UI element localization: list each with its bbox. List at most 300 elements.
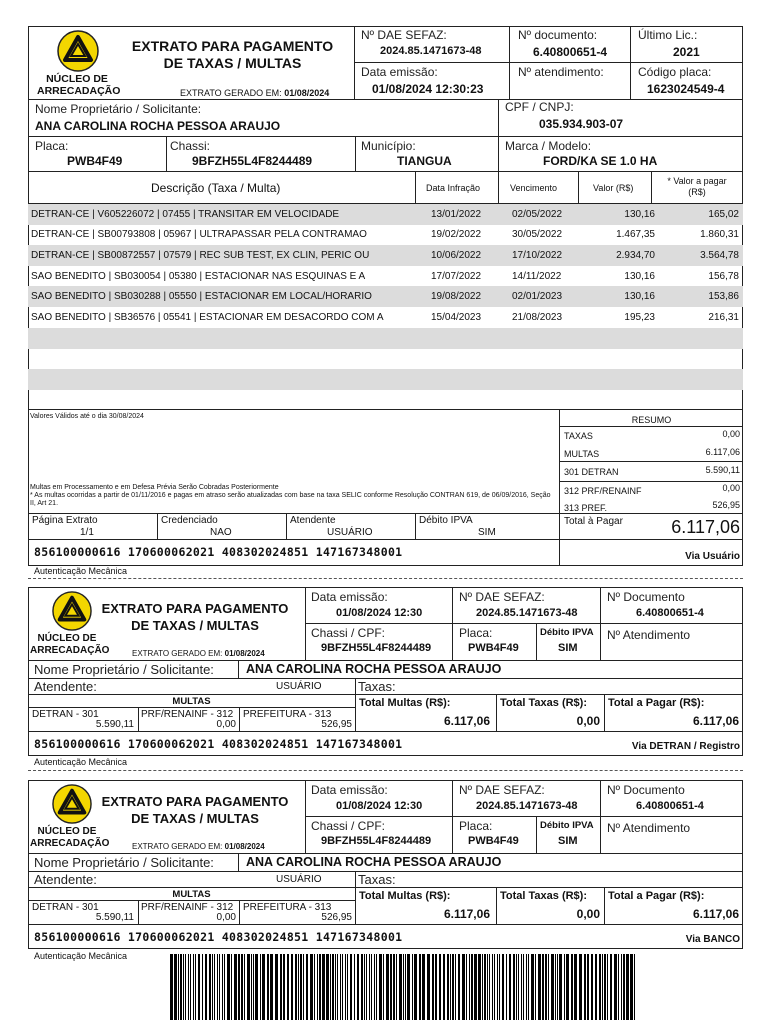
stub-total-taxas-value: 0,00: [576, 907, 600, 921]
barcode-bar: [347, 954, 348, 1020]
stub-doc-label: Nº Documento: [607, 590, 685, 604]
stub-doc-label: Nº Documento: [607, 783, 685, 797]
page-label: Página Extrato: [32, 515, 98, 526]
cut-line: [28, 770, 743, 771]
barcode-bar: [267, 954, 269, 1020]
barcode-bar: [548, 954, 549, 1020]
ipva-label: Débito IPVA: [419, 515, 473, 526]
table-row-empty: [28, 369, 743, 390]
table-row: [28, 204, 743, 225]
barcode-bar: [466, 954, 467, 1020]
auth-label: Autenticação Mecânica: [34, 951, 128, 961]
stub-total-taxas-label: Total Taxas (R$):: [500, 890, 587, 902]
ipva-value: SIM: [478, 527, 496, 538]
col-value-header: Valor (R$): [593, 183, 634, 193]
barcode-bar: [255, 954, 258, 1020]
barcode-bar: [482, 954, 483, 1020]
barcode-bar: [545, 954, 547, 1020]
stub-chassi-label: Chassi / CPF:: [311, 626, 386, 640]
logo-org-line2: ARRECADAÇÃO: [37, 85, 121, 97]
stub-total-multas-value: 6.117,06: [443, 907, 490, 921]
col-pay-header: [652, 176, 742, 198]
stub-attendant-value: USUÁRIO: [276, 874, 322, 885]
barcode-bar: [555, 954, 556, 1020]
stub-detran-value: 5.590,11: [95, 912, 134, 923]
barcode-bar: [219, 954, 220, 1020]
barcode-bar: [306, 954, 308, 1020]
logo-org-line1: NÚCLEO DE: [37, 826, 97, 837]
barcode-bar: [509, 954, 511, 1020]
barcode-bar: [551, 954, 554, 1020]
row-desc: SAO BENEDITO | SB030054 | 05380 | ESTACIONAR NAS ESQUINAS E A: [31, 271, 366, 282]
barcode-bar: [471, 954, 473, 1020]
plate-label: Placa:: [35, 139, 69, 153]
stub-total-pagar-value: 6.117,06: [692, 907, 739, 921]
credenciado-label: Credenciado: [161, 515, 218, 526]
barcode-bar: [345, 954, 346, 1020]
stub-dae-label: Nº DAE SEFAZ:: [459, 783, 545, 797]
barcode-bar: [599, 954, 601, 1020]
barcode-bar: [185, 954, 186, 1020]
digitable-line: 856100000616 170600062021 408302024851 147167348001: [34, 545, 403, 559]
barcode-bar: [435, 954, 437, 1020]
recycle-triangle-icon: [55, 30, 101, 72]
barcode-bar: [403, 954, 404, 1020]
auth-label: Autenticação Mecânica: [34, 757, 128, 767]
barcode-bar: [190, 954, 191, 1020]
barcode-bar: [447, 954, 449, 1020]
logo-org-line2: ARRECADAÇÃO: [30, 645, 110, 656]
barcode-bar: [234, 954, 237, 1020]
barcode-bar: [275, 954, 278, 1020]
via-label: Via Usuário: [685, 551, 740, 562]
stub-dae-label: Nº DAE SEFAZ:: [459, 590, 545, 604]
barcode-bar: [538, 954, 541, 1020]
barcode-bar: [340, 954, 341, 1020]
owner-value: ANA CAROLINA ROCHA PESSOA ARAUJO: [35, 119, 281, 133]
barcode-bar: [390, 954, 392, 1020]
stub-owner-label: Nome Proprietário / Solicitante:: [34, 662, 214, 677]
via-detran-label: Via DETRAN / Registro: [631, 741, 740, 752]
barcode-bar: [607, 954, 608, 1020]
stub-chassi-label: Chassi / CPF:: [311, 819, 386, 833]
barcode-bar: [618, 954, 619, 1020]
summary-pref-value: 526,95: [712, 500, 740, 510]
barcode-bar: [178, 954, 179, 1020]
barcode-bar: [188, 954, 189, 1020]
barcode-bar: [634, 954, 635, 1020]
barcode-bar: [198, 954, 200, 1020]
barcode-bar: [295, 954, 297, 1020]
row-date: 15/04/2023: [431, 312, 482, 323]
title-line1: EXTRATO PARA PAGAMENTO: [101, 601, 289, 616]
barcode-bar: [419, 954, 421, 1020]
summary-taxas-value: 0,00: [722, 429, 740, 439]
doc-value: 6.40800651-4: [533, 45, 608, 59]
attendant-value: USUÁRIO: [327, 527, 373, 538]
row-desc: SAO BENEDITO | SB36576 | 05541 | ESTACIONAR EM DESACORDO COM A: [31, 312, 384, 323]
total-label: Total à Pagar: [564, 516, 623, 527]
title-line2: DE TAXAS / MULTAS: [131, 618, 259, 633]
barcode-bar: [174, 954, 177, 1020]
stub3-generated: [132, 842, 265, 851]
stub-ipva-label: Débito IPVA: [540, 820, 594, 831]
barcode-bar: [626, 954, 629, 1020]
barcode-bar: [595, 954, 597, 1020]
stub-doc-value: 6.40800651-4: [636, 607, 704, 619]
title-line2: DE TAXAS / MULTAS: [131, 811, 259, 826]
stub-prf-value: 0,00: [216, 912, 236, 923]
valid-until-text: Valores Válidos até o dia 30/08/2024: [30, 413, 144, 420]
barcode-bar: [195, 954, 196, 1020]
stub-ipva-label: Débito IPVA: [540, 627, 594, 638]
stub-taxes-label: Taxas:: [358, 679, 396, 694]
summary-prf-value: 0,00: [722, 483, 740, 493]
summary-pref-label: 313 PREF.: [564, 503, 608, 513]
barcode-bar: [310, 954, 313, 1020]
barcode-bar: [422, 954, 425, 1020]
barcode-bar: [287, 954, 289, 1020]
emission-value: 01/08/2024 12:30:23: [372, 82, 484, 96]
barcode-bar: [180, 954, 182, 1020]
barcode-bar: [371, 954, 372, 1020]
row-due: 21/08/2023: [512, 312, 563, 323]
barcode-bar: [412, 954, 413, 1020]
barcode-bar: [497, 954, 498, 1020]
row-pay: 1.860,31: [700, 229, 739, 240]
barcode-bar: [621, 954, 622, 1020]
barcode-bar: [427, 954, 430, 1020]
barcode-bar: [535, 954, 536, 1020]
dae-label: Nº DAE SEFAZ:: [361, 28, 447, 42]
stub-plate-value: PWB4F49: [468, 835, 519, 847]
stub-plate-value: PWB4F49: [468, 642, 519, 654]
row-desc: SAO BENEDITO | SB030288 | 05550 | ESTACIONAR EM LOCAL/HORARIO: [31, 291, 372, 302]
row-pay: 3.564,78: [700, 250, 739, 261]
summary-detran-value: 5.590,11: [705, 465, 740, 475]
generated-on: [180, 88, 329, 98]
barcode-bar: [587, 954, 589, 1020]
stub2-generated: [132, 649, 265, 658]
stub-emission-label: Data emissão:: [311, 783, 388, 797]
barcode-bar: [369, 954, 370, 1020]
barcode-bar: [322, 954, 325, 1020]
stub-owner-value: ANA CAROLINA ROCHA PESSOA ARAUJO: [246, 662, 502, 676]
lic-value: 2021: [673, 45, 700, 59]
row-value: 195,23: [624, 312, 655, 323]
stub3-title: [90, 793, 300, 827]
credenciado-value: NAO: [210, 527, 232, 538]
stub-pref-label: PREFEITURA - 313: [243, 902, 332, 913]
barcode-bar: [399, 954, 402, 1020]
barcode-bar: [557, 954, 558, 1020]
emission-label: Data emissão:: [361, 65, 438, 79]
stub-emission-value: 01/08/2024 12:30: [336, 800, 423, 812]
stub-detran-value: 5.590,11: [95, 719, 134, 730]
col-pay-header-l1: * Valor a pagar: [667, 176, 727, 186]
logo-org-line1: NÚCLEO DE: [37, 633, 97, 644]
barcode-bar: [241, 954, 243, 1020]
barcode-bar: [452, 954, 454, 1020]
barcode-bar: [212, 954, 213, 1020]
barcode-bar: [364, 954, 365, 1020]
barcode-bar: [170, 954, 173, 1020]
barcode-bar: [526, 954, 527, 1020]
row-date: 10/06/2022: [431, 250, 482, 261]
generated-date: 01/08/2024: [224, 842, 265, 851]
plate-code-value: 1623024549-4: [647, 82, 725, 96]
barcode-bar: [407, 954, 410, 1020]
stub-total-taxas-label: Total Taxas (R$):: [500, 697, 587, 709]
stub-atend-label: Nº Atendimento: [607, 628, 691, 642]
row-desc: DETRAN-CE | V605226072 | 07455 | TRANSITAR EM VELOCIDADE: [31, 209, 340, 220]
barcode-bar: [492, 954, 493, 1020]
barcode-bar: [469, 954, 470, 1020]
barcode-bar: [342, 954, 343, 1020]
barcode-bar: [591, 954, 593, 1020]
barcode-bar: [374, 954, 375, 1020]
barcode-bar: [244, 954, 245, 1020]
plate-value: PWB4F49: [67, 154, 123, 168]
stub-detran-label: DETRAN - 301: [32, 709, 99, 720]
stub-ipva-value: SIM: [558, 642, 578, 654]
barcode-bar: [227, 954, 230, 1020]
barcode-bar: [458, 954, 460, 1020]
title-line1: EXTRATO PARA PAGAMENTO: [131, 38, 334, 54]
barcode-bar: [487, 954, 488, 1020]
barcode-bar: [251, 954, 252, 1020]
logo-org-name: [37, 73, 121, 97]
barcode-bar: [326, 954, 329, 1020]
cpf-label: CPF / CNPJ:: [505, 100, 574, 114]
stub-total-multas-label: Total Multas (R$):: [359, 697, 451, 709]
barcode-bar: [386, 954, 389, 1020]
barcode-bar: [443, 954, 445, 1020]
row-desc: DETRAN-CE | SB00793808 | 05967 | ULTRAPASSAR PELA CONTRAMAO: [31, 229, 367, 240]
summary-multas-value: 6.117,06: [705, 447, 740, 457]
barcode-bar: [393, 954, 395, 1020]
barcode-bar: [542, 954, 544, 1020]
owner-label: Nome Proprietário / Solicitante:: [35, 102, 202, 116]
barcode-bar: [489, 954, 490, 1020]
payment-barcode: [170, 954, 640, 1020]
barcode-bar: [579, 954, 582, 1020]
generated-date: 01/08/2024: [284, 88, 330, 98]
recycle-triangle-icon: [50, 784, 94, 824]
stub-ipva-value: SIM: [558, 835, 578, 847]
row-value: 130,16: [624, 209, 655, 220]
row-due: 02/05/2022: [512, 209, 563, 220]
cpf-value: 035.934.903-07: [539, 117, 624, 131]
summary-taxas-label: TAXAS: [564, 431, 593, 441]
total-value: 6.117,06: [671, 517, 740, 537]
stub-plate-label: Placa:: [459, 819, 493, 833]
barcode-bar: [531, 954, 534, 1020]
col-pay-header-l2: (R$): [688, 187, 706, 197]
barcode-bar: [630, 954, 633, 1020]
barcode-bar: [238, 954, 240, 1020]
barcode-bar: [319, 954, 321, 1020]
logo-org-name: [30, 826, 110, 850]
stub-owner-value: ANA CAROLINA ROCHA PESSOA ARAUJO: [246, 855, 502, 869]
barcode-bar: [518, 954, 519, 1020]
barcode-bar: [280, 954, 282, 1020]
row-date: 19/02/2022: [431, 229, 482, 240]
doc-label: Nº documento:: [518, 28, 598, 42]
barcode-bar: [209, 954, 211, 1020]
row-desc: DETRAN-CE | SB00872557 | 07579 | REC SUB TEST, EX CLIN, PERIC OU: [31, 250, 370, 261]
barcode-bar: [361, 954, 363, 1020]
barcode-bar: [379, 954, 382, 1020]
barcode-bar: [298, 954, 299, 1020]
barcode-bar: [217, 954, 218, 1020]
barcode-bar: [222, 954, 223, 1020]
barcode-bar: [214, 954, 215, 1020]
lic-label: Último Lic.:: [638, 28, 698, 42]
row-pay: 153,86: [708, 291, 739, 302]
barcode-bar: [405, 954, 406, 1020]
generated-label: EXTRATO GERADO EM:: [180, 88, 282, 98]
stub-total-taxas-value: 0,00: [576, 714, 600, 728]
stub-pref-value: 526,95: [321, 719, 352, 730]
stub-pref-label: PREFEITURA - 313: [243, 709, 332, 720]
row-due: 17/10/2022: [512, 250, 563, 261]
barcode-bar: [610, 954, 612, 1020]
barcode-bar: [205, 954, 207, 1020]
stub-total-pagar-value: 6.117,06: [692, 714, 739, 728]
stub-attendant-label: Atendente:: [34, 872, 97, 887]
barcode-bar: [262, 954, 265, 1020]
barcode-bar: [354, 954, 355, 1020]
stub-owner-label: Nome Proprietário / Solicitante:: [34, 855, 214, 870]
col-date-header: Data Infração: [426, 183, 481, 193]
barcode-bar: [335, 954, 336, 1020]
barcode-bar: [584, 954, 586, 1020]
model-label: Marca / Modelo:: [505, 139, 592, 153]
barcode-bar: [432, 954, 434, 1020]
stub-multas-title: MULTAS: [172, 889, 211, 900]
stub-detran-label: DETRAN - 301: [32, 902, 99, 913]
barcode-bar: [528, 954, 529, 1020]
stub-attendant-value: USUÁRIO: [276, 681, 322, 692]
stub-emission-label: Data emissão:: [311, 590, 388, 604]
barcode-bar: [247, 954, 250, 1020]
barcode-bar: [253, 954, 254, 1020]
stub-chassi-value: 9BFZH55L4F8244489: [321, 835, 432, 847]
stub-prf-label: PRF/RENAINF - 312: [141, 709, 234, 720]
summary-title: RESUMO: [631, 415, 672, 425]
auth-label: Autenticação Mecânica: [34, 566, 128, 576]
barcode-bar: [450, 954, 451, 1020]
barcode-bar: [383, 954, 384, 1020]
barcode-bar: [224, 954, 225, 1020]
barcode-bar: [291, 954, 293, 1020]
chassi-value: 9BFZH55L4F8244489: [192, 154, 313, 168]
row-date: 17/07/2022: [431, 271, 482, 282]
row-pay: 156,78: [708, 271, 739, 282]
barcode-bar: [396, 954, 397, 1020]
barcode-bar: [574, 954, 577, 1020]
plate-code-label: Código placa:: [638, 65, 712, 79]
stub-prf-label: PRF/RENAINF - 312: [141, 902, 234, 913]
barcode-bar: [604, 954, 606, 1020]
logo-org-line1: NÚCLEO DE: [46, 73, 108, 85]
barcode-bar: [523, 954, 524, 1020]
barcode-bar: [303, 954, 304, 1020]
stub-total-multas-label: Total Multas (R$):: [359, 890, 451, 902]
barcode-bar: [513, 954, 515, 1020]
barcode-bar: [571, 954, 573, 1020]
barcode-bar: [376, 954, 377, 1020]
row-value: 130,16: [624, 271, 655, 282]
barcode-bar: [330, 954, 331, 1020]
stub-prf-value: 0,00: [216, 719, 236, 730]
barcode-bar: [566, 954, 569, 1020]
stub-atend-label: Nº Atendimento: [607, 821, 691, 835]
barcode-bar: [300, 954, 302, 1020]
chassi-label: Chassi:: [170, 139, 211, 153]
title-line2: DE TAXAS / MULTAS: [163, 55, 302, 71]
row-value: 130,16: [624, 291, 655, 302]
barcode-bar: [484, 954, 486, 1020]
barcode-bar: [506, 954, 507, 1020]
barcode-bar: [564, 954, 565, 1020]
summary-prf-label: 312 PRF/RENAINF: [564, 486, 642, 496]
row-date: 13/01/2022: [431, 209, 482, 220]
stub2-title: [90, 600, 300, 634]
attendant-label: Atendente: [290, 515, 336, 526]
table-row: [28, 245, 743, 266]
processing-note: Multas em Processamento e em Defesa Prévia Serão Cobradas Posteriormente: [30, 484, 279, 491]
summary-multas-label: MULTAS: [564, 449, 600, 459]
barcode-bar: [474, 954, 477, 1020]
barcode-bar: [502, 954, 504, 1020]
barcode-bar: [494, 954, 495, 1020]
barcode-bar: [350, 954, 352, 1020]
stub-plate-label: Placa:: [459, 626, 493, 640]
barcode-bar: [478, 954, 481, 1020]
barcode-bar: [516, 954, 517, 1020]
barcode-bar: [332, 954, 334, 1020]
stub-total-multas-value: 6.117,06: [443, 714, 490, 728]
stub-total-pagar-label: Total a Pagar (R$):: [608, 890, 705, 902]
recycle-triangle-icon: [50, 591, 94, 631]
stub-pref-value: 526,95: [321, 912, 352, 923]
generated-date: 01/08/2024: [224, 649, 265, 658]
stub-attendant-label: Atendente:: [34, 679, 97, 694]
logo-org-line2: ARRECADAÇÃO: [30, 838, 110, 849]
digitable-line: 856100000616 170600062021 408302024851 147167348001: [34, 737, 403, 751]
generated-label: EXTRATO GERADO EM:: [132, 842, 223, 851]
stub-dae-value: 2024.85.1471673-48: [476, 800, 578, 812]
table-row-empty: [28, 328, 743, 349]
barcode-bar: [337, 954, 338, 1020]
barcode-bar: [366, 954, 367, 1020]
barcode-bar: [231, 954, 232, 1020]
barcode-bar: [314, 954, 315, 1020]
barcode-bar: [270, 954, 273, 1020]
row-value: 1.467,35: [616, 229, 655, 240]
page-title: [110, 38, 355, 72]
barcode-bar: [283, 954, 285, 1020]
city-value: TIANGUA: [397, 154, 452, 168]
via-banco-label: Via BANCO: [685, 934, 740, 945]
col-desc-header: Descrição (Taxa / Multa): [151, 181, 281, 195]
model-value: FORD/KA SE 1.0 HA: [543, 154, 658, 168]
barcode-bar: [414, 954, 417, 1020]
barcode-bar: [357, 954, 359, 1020]
col-due-header: Vencimento: [510, 183, 558, 193]
